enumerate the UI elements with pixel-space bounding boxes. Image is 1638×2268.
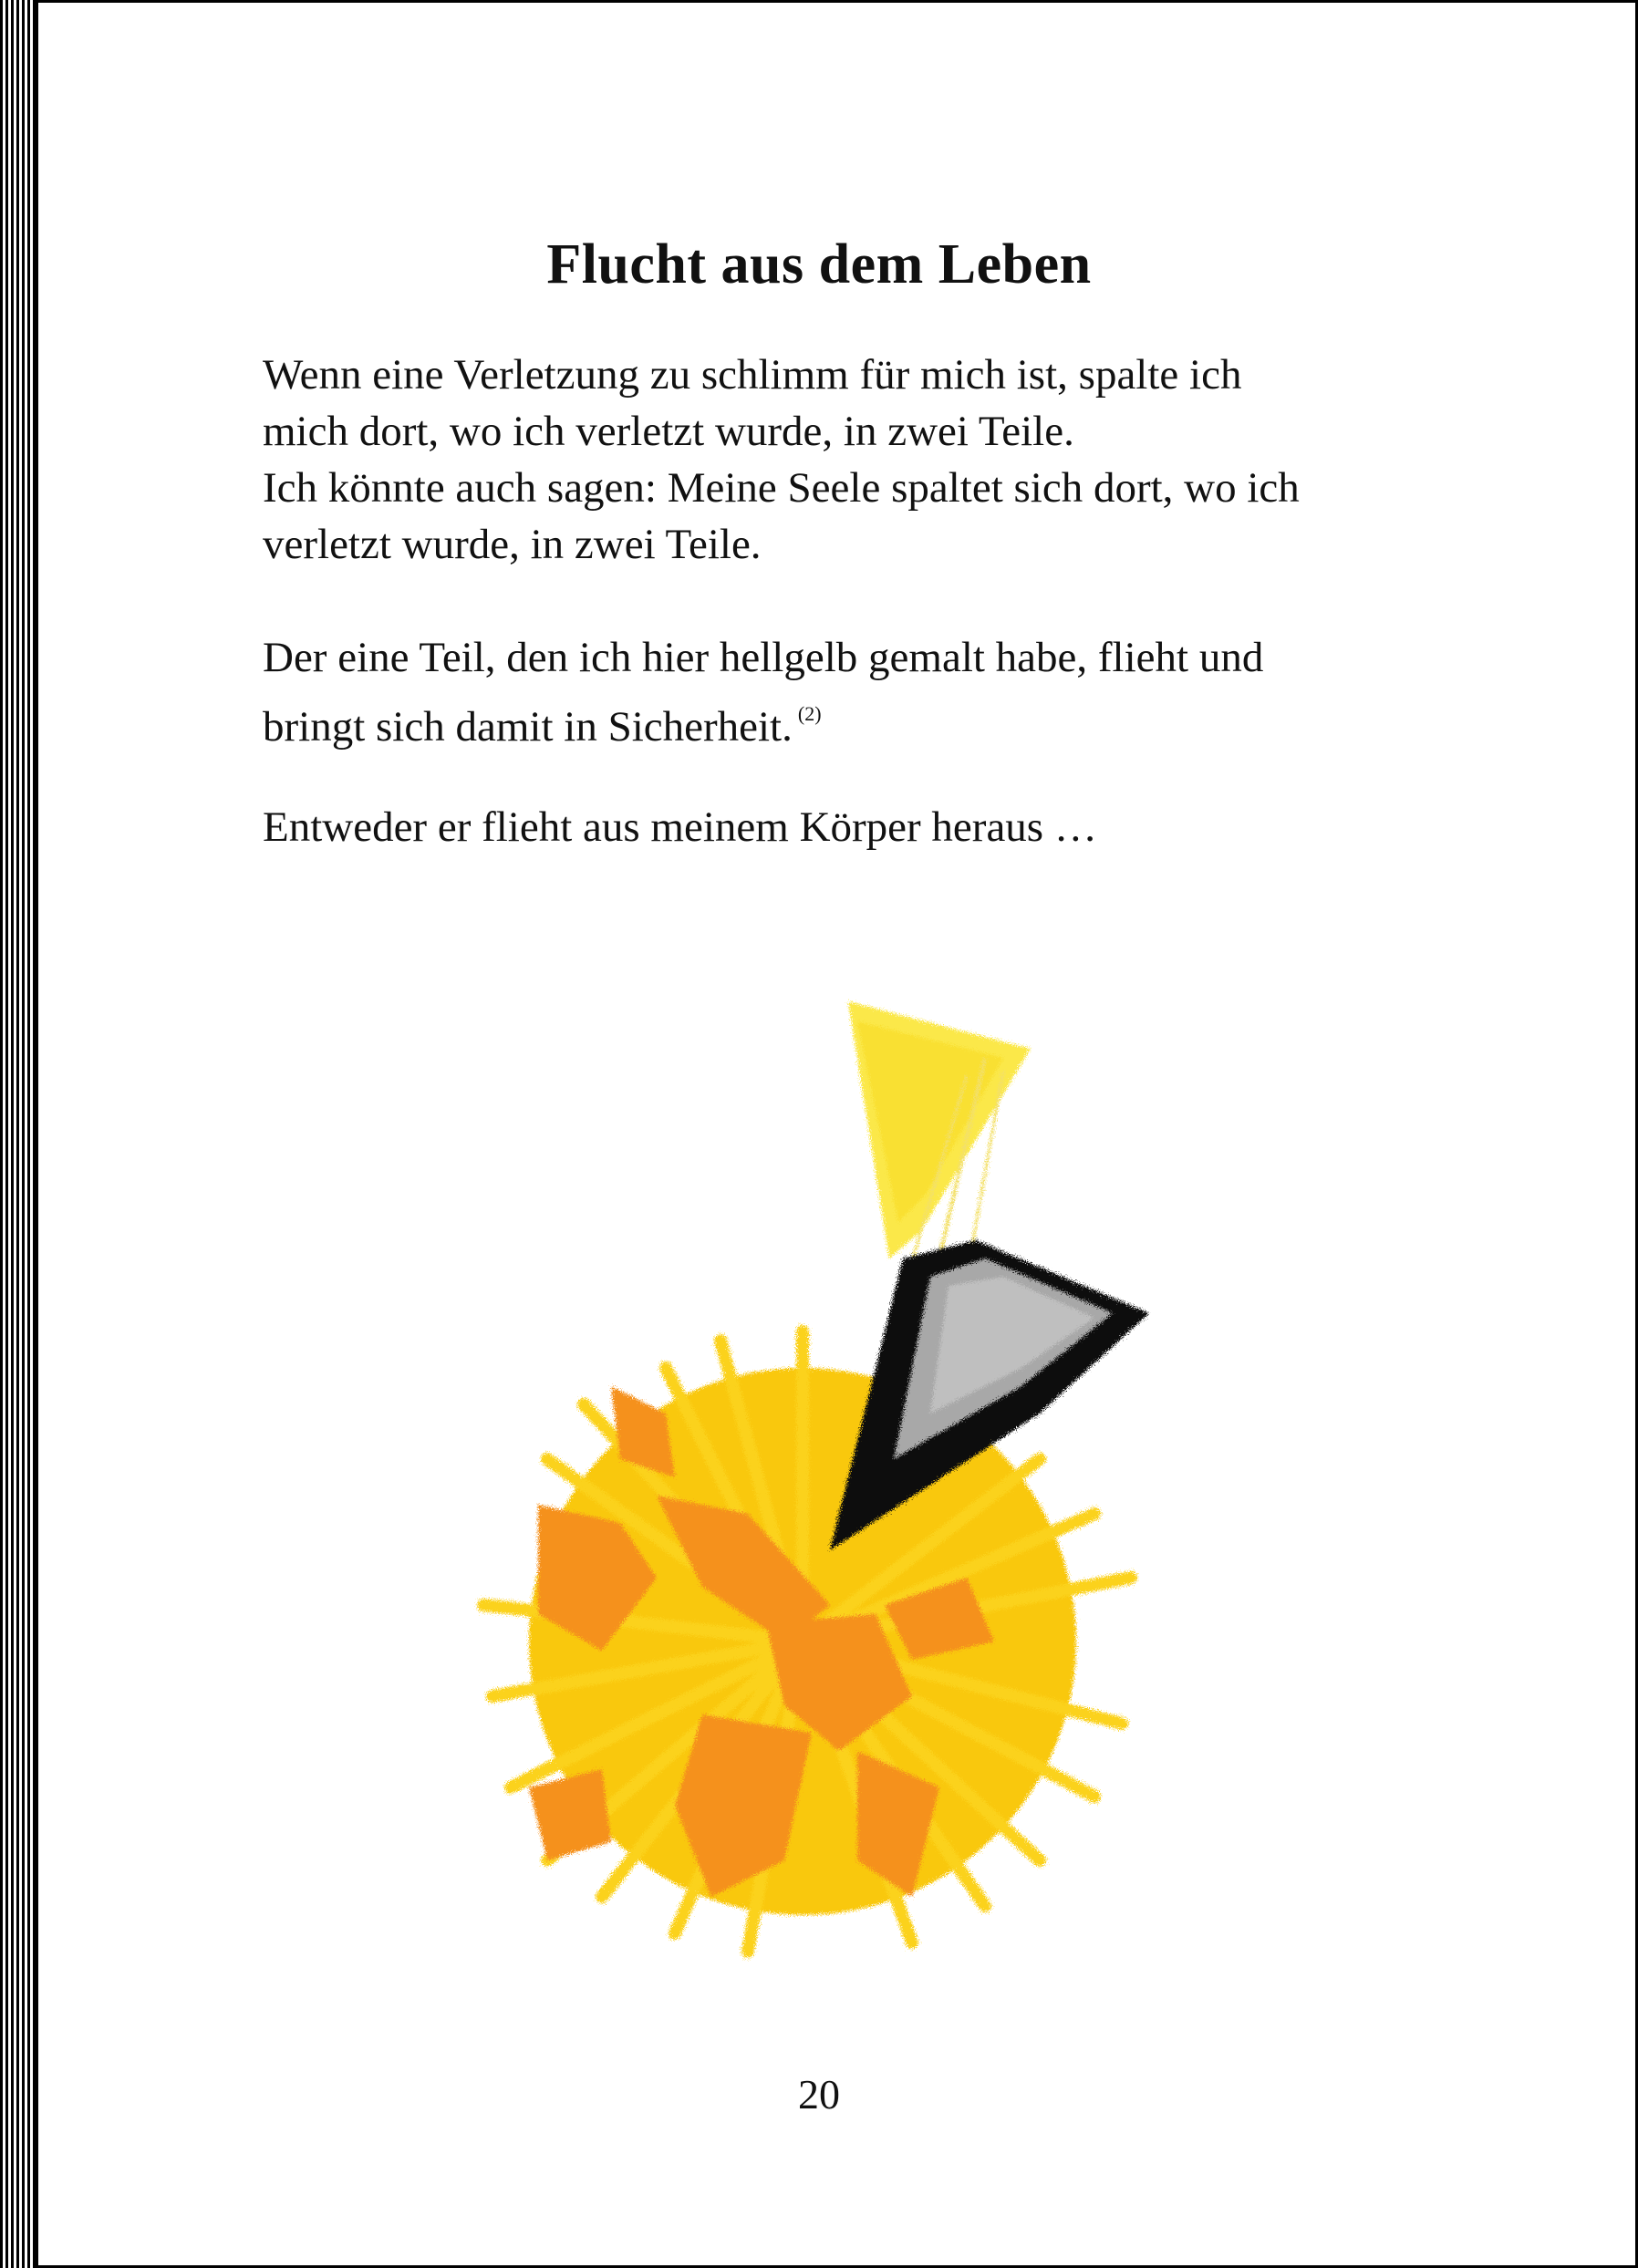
paragraph-1-line-4: verletzt wurde, in zwei Teile.: [263, 521, 762, 568]
paragraph-2-line-2: [263, 686, 1448, 755]
paragraph-3: [263, 799, 1448, 855]
book-spine-edge: [35, 0, 38, 2268]
paragraph-1-line-1: Wenn eine Verletzung zu schlimm für mich ist, spalte ich: [263, 351, 1242, 399]
paragraph-1: [263, 347, 1448, 573]
page-number: 20: [798, 2071, 840, 2118]
paragraph-2-line-1: Der eine Teil, den ich hier hellgelb gemalt habe, flieht und: [263, 634, 1264, 681]
book-spine-lines: [0, 0, 36, 2268]
page-title: Flucht aus dem Leben: [546, 233, 1092, 295]
paragraph-2: [263, 629, 1448, 755]
paragraph-1-line-2: mich dort, wo ich verletzt wurde, in zwei Teile.: [263, 408, 1074, 455]
paragraph-2-line-2-text: bringt sich damit in Sicherheit.: [263, 703, 793, 751]
light-yellow-fragment: [848, 1001, 1031, 1277]
paragraph-1-line-3: Ich könnte auch sagen: Meine Seele spaltet sich dort, wo ich: [263, 464, 1300, 512]
footnote-reference[interactable]: (2): [797, 702, 822, 725]
crayon-illustration: [401, 985, 1240, 1970]
paragraph-3-line-1: Entweder er flieht aus meinem Körper heraus …: [263, 803, 1097, 851]
